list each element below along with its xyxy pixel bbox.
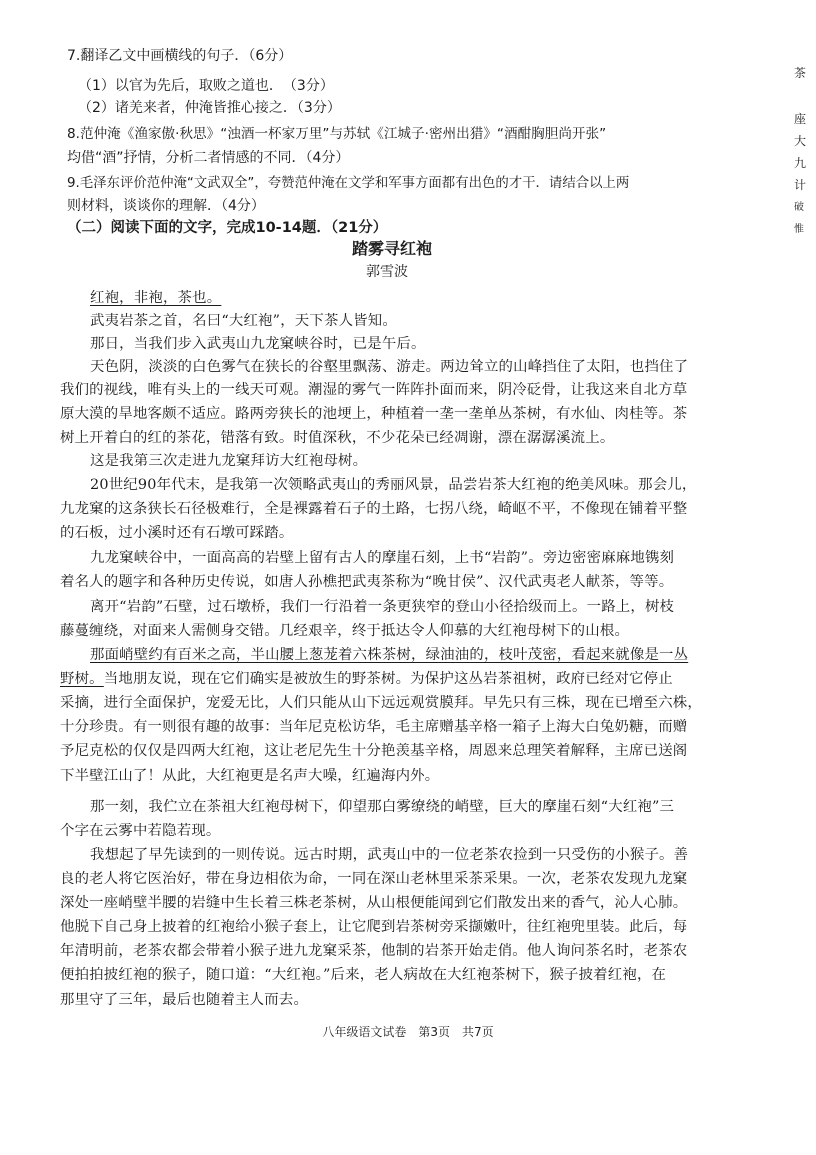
paragraph-11-line-1: 我想起了早先读到的一则传说。远古时期，武夷山中的一位老茶农捡到一只受伤的小猴子。善 (90, 847, 689, 863)
right-margin-char: 大 (794, 134, 807, 148)
paragraph-11-line-3: 深处一座峭壁半腰的岩缝中生长着三株老茶树，从山根便能闻到它们散发出来的香气，沁人心肺。 (60, 895, 688, 911)
right-margin-char: 惟 (794, 224, 804, 235)
paragraph-11-line-6: 便拍拍披红袍的猴子，随口道：“大红袍。”后来，老人病故在大红袍茶树下，猴子披着红袍，在 (60, 967, 667, 983)
paragraph-9-line-1-underlined: 那面峭壁约有百米之高，半山腰上葱茏着六株茶树，绿油油的，枝叶茂密，看起来就像是一丛 (90, 647, 689, 663)
question-7-part-2: （2）诸羌来者，仲淹皆推心接之．（3分） (78, 100, 341, 116)
paragraph-9-line-4: 十分珍贵。有一则很有趣的故事：当年尼克松访华，毛主席赠基辛格一箱子上海大白兔奶糖，而赠 (60, 719, 688, 735)
paragraph-7-line-2: 着名人的题字和各种历史传说，如唐人孙樵把武夷茶称为“晚甘侯”、汉代武夷老人献茶，等等。 (60, 574, 674, 590)
article-title: 踏雾寻红袍 (352, 239, 433, 258)
right-margin-char: 座 (794, 112, 807, 126)
paragraph-8-line-1: 离开“岩韵”石壁，过石墩桥，我们一行沿着一条更狭窄的登山小径拾级而上。一路上，树枝 (90, 599, 675, 615)
question-9-line-1: 9.毛泽东评价范仲淹“文武双全”，夸赞范仲淹在文学和军事方面都有出色的才干．请结合以上两 (67, 176, 630, 191)
paragraph-8-line-2: 藤蔓缠绕，对面来人需侧身交错。几经艰辛，终于抵达令人仰慕的大红袍母树下的山根。 (60, 623, 630, 639)
paragraph-9-line-2-rest: 当地朋友说，现在它们确实是被放生的野茶树。为保护这丛岩茶祖树，政府已经对它停止 (103, 671, 673, 687)
right-margin-char: 计 (794, 178, 807, 192)
page-footer: 八年级语文试卷 第3页 共7页 (322, 1025, 494, 1039)
question-7-part-1: （1）以官为先后，取败之道也． （3分） (78, 78, 334, 94)
right-margin-char: 破 (794, 202, 804, 213)
paragraph-6-line-3: 的石板，过小溪时还有石墩可踩踏。 (60, 525, 294, 541)
question-8-line-1: 8.范仲淹《渔家傲·秋思》“浊酒一杯家万里”与苏轼《江城子·密州出猎》“酒酣胸胆尚开张” (67, 126, 607, 142)
paragraph-3: 那日，当我们步入武夷山九龙窠峡谷时，已是午后。 (90, 336, 426, 352)
paragraph-2: 武夷岩茶之首，名曰“大红袍”，天下茶人皆知。 (90, 313, 397, 329)
paragraph-11-line-7: 那里守了三年，最后也随着主人而去。 (60, 992, 309, 1008)
paragraph-10-line-2: 个字在云雾中若隐若现。 (60, 823, 221, 839)
right-margin-char: 九 (794, 156, 807, 170)
paragraph-1: 红袍，非袍，茶也。 (90, 290, 222, 306)
paragraph-6-line-2: 九龙窠的这条狭长石径极难行，全是裸露着石子的土路，七拐八绕，崎岖不平，不像现在铺着平整 (60, 501, 688, 517)
question-7: 7.翻译乙文中画横线的句子．（6分） (67, 48, 293, 64)
paragraph-9-line-5: 予尼克松的仅仅是四两大红袍，这让老尼先生十分艳羡基辛格，周恩来总理笑着解释，主席已送阁 (60, 743, 688, 759)
paragraph-9-line-3: 采摘，进行全面保护，宠爱无比，人们只能从山下远远观赏膜拜。早先只有三株，现在已增至六株， (60, 695, 702, 711)
paragraph-4-line-1: 天色阴，淡淡的白色雾气在狭长的谷壑里飘荡、游走。两边耸立的山峰挡住了太阳，也挡住了 (90, 359, 689, 375)
paragraph-5: 这是我第三次走进九龙窠拜访大红袍母树。 (90, 453, 368, 469)
paragraph-11-line-2: 良的老人将它医治好，带在身边相依为命，一同在深山老林里采茶采果。一次，老茶农发现九龙窠 (60, 871, 688, 887)
paragraph-7-line-1: 九龙窠峡谷中，一面高高的岩壁上留有古人的摩崖石刻，上书“岩韵”。旁边密密麻麻地镌刻 (90, 550, 675, 566)
paragraph-11-line-5: 年清明前，老茶农都会带着小猴子进九龙窠采茶，他制的岩茶开始走俏。他人询问茶名时，老茶农 (60, 943, 688, 959)
paragraph-4-line-4: 树上开着白的红的茶花，错落有致。时值深秋，不少花朵已经凋谢，漂在潺潺溪流上。 (60, 430, 615, 446)
paragraph-6-line-1: 20世纪90年代末，是我第一次领略武夷山的秀丽风景，品尝岩茶大红袍的绝美风味。那会儿， (90, 477, 697, 493)
right-margin-char: 茶 (794, 66, 807, 80)
paragraph-9-line-6: 下半壁江山了！从此，大红袍更是名声大噪，红遍海内外。 (60, 768, 440, 784)
question-8-line-2: 均借“酒”抒情，分析二者情感的不同．（4分） (67, 150, 350, 166)
question-9-line-2: 则材料，谈谈你的理解．（4分） (67, 198, 265, 214)
paragraph-9-line-2 (60, 669, 673, 689)
paragraph-4-line-3: 原大漠的旱地客颇不适应。路两旁狭长的池埂上，种植着一垄一垄单丛茶树，有水仙、肉桂等。茶 (60, 406, 688, 422)
paragraph-10-line-1: 那一刻，我伫立在茶祖大红袍母树下，仰望那白雾缭绕的峭壁，巨大的摩崖石刻“大红袍”三 (90, 799, 675, 815)
paragraph-9-underlined-end: 野树。 (60, 671, 104, 687)
paragraph-4-line-2: 我们的视线，唯有头上的一线天可观。潮湿的雾气一阵阵扑面而来，阴冷砭骨，让我这来自北方草 (60, 382, 688, 398)
article-author: 郭雪波 (366, 264, 408, 280)
paragraph-11-line-4: 他脱下自己身上披着的红袍给小猴子套上，让它爬到岩茶树旁采撷嫩叶，往红袍兜里装。此后，每 (60, 919, 688, 935)
section-heading: （二）阅读下面的文字，完成10-14题．（21分） (67, 220, 388, 236)
